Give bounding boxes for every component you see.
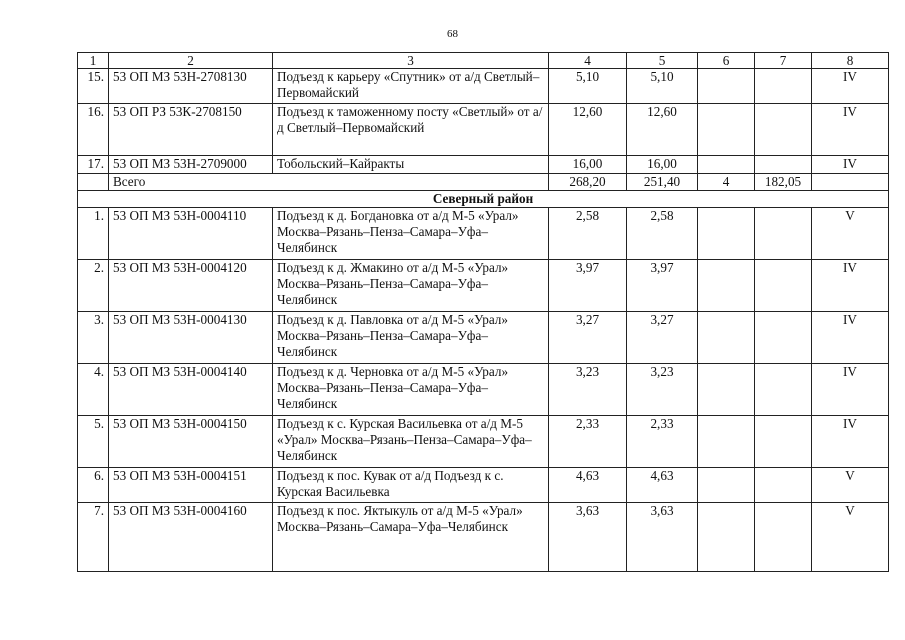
col-7-value: [755, 156, 812, 174]
length-surface: 3,23: [627, 364, 698, 416]
road-category: V: [812, 208, 889, 260]
section-header-row: [78, 191, 889, 208]
length-total: 3,97: [549, 260, 627, 312]
row-number: 17.: [78, 156, 109, 174]
row-number: 15.: [78, 69, 109, 104]
length-surface: 4,63: [627, 468, 698, 503]
road-id: 53 ОП МЗ 53Н-2708130: [109, 69, 273, 104]
total-col-8: [812, 174, 889, 191]
col-6-value: [698, 468, 755, 503]
col-6-value: [698, 503, 755, 572]
length-total: 2,58: [549, 208, 627, 260]
col-6-value: [698, 260, 755, 312]
road-id: 53 ОП МЗ 53Н-0004151: [109, 468, 273, 503]
column-number: 2: [109, 53, 273, 69]
column-number: 1: [78, 53, 109, 69]
col-7-value: [755, 260, 812, 312]
row-number: 5.: [78, 416, 109, 468]
col-7-value: [755, 312, 812, 364]
road-id: 53 ОП РЗ 53К-2708150: [109, 104, 273, 156]
road-id: 53 ОП МЗ 53Н-0004140: [109, 364, 273, 416]
road-name: Подъезд к пос. Кувак от а/д Подъезд к с. Курская Васильевка: [273, 468, 549, 503]
table-row: [78, 69, 889, 104]
col-7-value: [755, 503, 812, 572]
section-title: Северный район: [78, 191, 889, 208]
road-name: Подъезд к с. Курская Васильевка от а/д М-5 «Урал» Москва–Рязань–Пенза–Самара–Уфа–Челябинск: [273, 416, 549, 468]
road-id: 53 ОП МЗ 53Н-0004160: [109, 503, 273, 572]
table-row: [78, 364, 889, 416]
table-row: [78, 312, 889, 364]
length-surface: 3,27: [627, 312, 698, 364]
col-6-value: [698, 156, 755, 174]
total-label: Всего: [109, 174, 549, 191]
total-length: 268,20: [549, 174, 627, 191]
col-6-value: [698, 364, 755, 416]
col-7-value: [755, 468, 812, 503]
table-row: [78, 503, 889, 572]
length-surface: 2,33: [627, 416, 698, 468]
column-number: 4: [549, 53, 627, 69]
col-7-value: [755, 416, 812, 468]
row-number: 2.: [78, 260, 109, 312]
column-number: 8: [812, 53, 889, 69]
length-total: 3,63: [549, 503, 627, 572]
length-total: 4,63: [549, 468, 627, 503]
road-name: Тобольский–Кайракты: [273, 156, 549, 174]
road-name: Подъезд к карьеру «Спутник» от а/д Светлый–Первомайский: [273, 69, 549, 104]
road-name: Подъезд к д. Черновка от а/д М-5 «Урал» Москва–Рязань–Пенза–Самара–Уфа–Челябинск: [273, 364, 549, 416]
road-category: IV: [812, 312, 889, 364]
column-number: 7: [755, 53, 812, 69]
table-row: [78, 156, 889, 174]
road-name: Подъезд к д. Жмакино от а/д М-5 «Урал» Москва–Рязань–Пенза–Самара–Уфа–Челябинск: [273, 260, 549, 312]
table-row: [78, 104, 889, 156]
road-category: IV: [812, 416, 889, 468]
total-col-7: 182,05: [755, 174, 812, 191]
row-number: 7.: [78, 503, 109, 572]
road-name: Подъезд к таможенному посту «Светлый» от а/д Светлый–Первомайский: [273, 104, 549, 156]
table-row: [78, 416, 889, 468]
total-blank: [78, 174, 109, 191]
row-number: 1.: [78, 208, 109, 260]
length-surface: 3,63: [627, 503, 698, 572]
length-surface: 5,10: [627, 69, 698, 104]
road-id: 53 ОП МЗ 53Н-0004110: [109, 208, 273, 260]
column-number-row: [78, 53, 889, 69]
col-7-value: [755, 364, 812, 416]
table-row: [78, 260, 889, 312]
road-category: V: [812, 468, 889, 503]
road-id: 53 ОП МЗ 53Н-0004120: [109, 260, 273, 312]
col-6-value: [698, 312, 755, 364]
page-number: 68: [447, 28, 458, 40]
road-category: IV: [812, 104, 889, 156]
length-total: 2,33: [549, 416, 627, 468]
row-number: 16.: [78, 104, 109, 156]
road-category: IV: [812, 364, 889, 416]
total-col-6: 4: [698, 174, 755, 191]
col-6-value: [698, 104, 755, 156]
length-total: 5,10: [549, 69, 627, 104]
road-category: IV: [812, 260, 889, 312]
road-category: IV: [812, 156, 889, 174]
road-category: V: [812, 503, 889, 572]
length-total: 12,60: [549, 104, 627, 156]
roads-table: [77, 52, 889, 572]
length-total: 16,00: [549, 156, 627, 174]
column-number: 5: [627, 53, 698, 69]
total-surface: 251,40: [627, 174, 698, 191]
table-row: [78, 468, 889, 503]
column-number: 6: [698, 53, 755, 69]
col-6-value: [698, 208, 755, 260]
row-number: 4.: [78, 364, 109, 416]
column-number: 3: [273, 53, 549, 69]
road-category: IV: [812, 69, 889, 104]
road-id: 53 ОП МЗ 53Н-0004130: [109, 312, 273, 364]
length-surface: 3,97: [627, 260, 698, 312]
road-id: 53 ОП МЗ 53Н-0004150: [109, 416, 273, 468]
road-name: Подъезд к д. Павловка от а/д М-5 «Урал» Москва–Рязань–Пенза–Самара–Уфа–Челябинск: [273, 312, 549, 364]
table-row: [78, 208, 889, 260]
col-7-value: [755, 104, 812, 156]
road-name: Подъезд к д. Богдановка от а/д М-5 «Урал» Москва–Рязань–Пенза–Самара–Уфа–Челябинск: [273, 208, 549, 260]
row-number: 6.: [78, 468, 109, 503]
road-id: 53 ОП МЗ 53Н-2709000: [109, 156, 273, 174]
length-total: 3,27: [549, 312, 627, 364]
length-total: 3,23: [549, 364, 627, 416]
col-6-value: [698, 69, 755, 104]
col-7-value: [755, 69, 812, 104]
total-row: [78, 174, 889, 191]
road-name: Подъезд к пос. Яктыкуль от а/д М-5 «Урал» Москва–Рязань–Самара–Уфа–Челябинск: [273, 503, 549, 572]
row-number: 3.: [78, 312, 109, 364]
col-7-value: [755, 208, 812, 260]
length-surface: 12,60: [627, 104, 698, 156]
col-6-value: [698, 416, 755, 468]
length-surface: 16,00: [627, 156, 698, 174]
length-surface: 2,58: [627, 208, 698, 260]
